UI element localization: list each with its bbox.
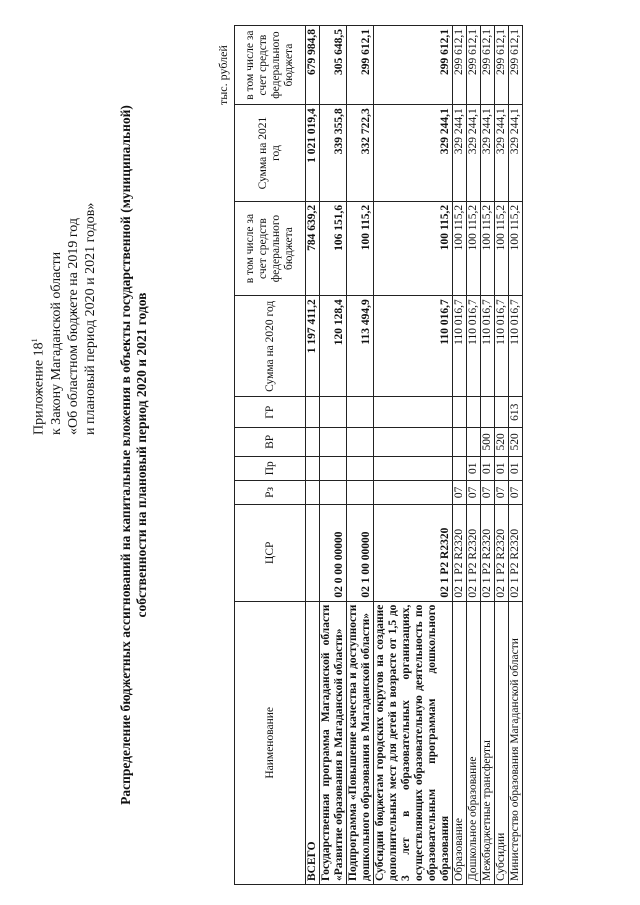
row-gr [374, 397, 453, 428]
row-pr [347, 456, 374, 480]
row-fed2020: 100 115,2 [347, 201, 374, 295]
table-row [495, 26, 509, 885]
row-sum2020: 110 016,7 [453, 296, 467, 397]
row-csr: 02 1 Р2 R2320 [495, 504, 509, 601]
row-sum2021: 329 244,1 [467, 105, 481, 202]
row-fed2021: 299 612,1 [467, 26, 481, 105]
row-rz: 07 [453, 480, 467, 504]
table-row-subsidy [374, 26, 453, 885]
row-name: Подпрограмма «Повышение качества и доступности дошкольного образования в Магаданской области» [347, 601, 374, 884]
row-sum2020: 110 016,7 [467, 296, 481, 397]
col-fed2021-header: в том числе за счет средств федерального бюджета [235, 26, 306, 105]
header-row [235, 26, 306, 885]
table-row-program [320, 26, 347, 885]
row-rz: 07 [495, 480, 509, 504]
col-name-header: Наименование [235, 601, 306, 884]
row-csr [306, 504, 320, 601]
row-sum2020: 110 016,7 [481, 296, 495, 397]
row-sum2021: 329 244,1 [509, 105, 523, 202]
row-sum2021: 339 355,8 [320, 105, 347, 202]
row-rz [306, 480, 320, 504]
col-rz-header: Рз [235, 480, 306, 504]
table-row-total [306, 26, 320, 885]
row-fed2021: 299 612,1 [347, 26, 374, 105]
row-gr [306, 397, 320, 428]
row-pr: 01 [467, 456, 481, 480]
row-sum2021: 332 722,3 [347, 105, 374, 202]
row-csr: 02 1 Р2 R2320 [467, 504, 481, 601]
row-fed2020: 100 115,2 [374, 201, 453, 295]
row-fed2021: 299 612,1 [453, 26, 467, 105]
row-sum2021: 1 021 019,4 [306, 105, 320, 202]
row-pr [453, 456, 467, 480]
row-sum2020: 110 016,7 [509, 296, 523, 397]
document-title [118, 25, 150, 885]
row-fed2021: 299 612,1 [495, 26, 509, 105]
appendix-header [26, 35, 99, 435]
row-gr [481, 397, 495, 428]
row-name: Министерство образования Магаданской области [509, 601, 523, 884]
row-sum2020: 110 016,7 [374, 296, 453, 397]
row-gr [320, 397, 347, 428]
col-fed2020-header: в том числе за счет средств федерального бюджета [235, 201, 306, 295]
row-fed2021: 299 612,1 [509, 26, 523, 105]
row-csr: 02 1 Р2 R2320 [509, 504, 523, 601]
row-sum2021: 329 244,1 [495, 105, 509, 202]
row-sum2021: 329 244,1 [374, 105, 453, 202]
appendix-line-4: и плановый период 2020 и 2021 годов» [82, 202, 98, 435]
row-vr [347, 428, 374, 457]
row-csr: 02 1 00 00000 [347, 504, 374, 601]
row-csr: 02 0 00 00000 [320, 504, 347, 601]
table-row [481, 26, 495, 885]
row-pr: 01 [509, 456, 523, 480]
row-vr: 500 [481, 428, 495, 457]
row-pr: 01 [481, 456, 495, 480]
row-fed2020: 100 115,2 [481, 201, 495, 295]
row-name: Межбюджетные трансферты [481, 601, 495, 884]
row-csr: 02 1 Р2 R2320 [453, 504, 467, 601]
row-name: Дошкольное образование [467, 601, 481, 884]
row-fed2021: 679 984,8 [306, 26, 320, 105]
row-vr: 520 [495, 428, 509, 457]
title-line-1: Распределение бюджетных ассигнований на капитальные вложения в объекты государственной (муниципальной) [118, 105, 133, 805]
row-sum2021: 329 244,1 [453, 105, 467, 202]
row-pr: 01 [495, 456, 509, 480]
row-gr [347, 397, 374, 428]
row-vr [320, 428, 347, 457]
row-sum2020: 1 197 411,2 [306, 296, 320, 397]
col-vr-header: ВР [235, 428, 306, 457]
row-rz [320, 480, 347, 504]
row-vr [374, 428, 453, 457]
row-gr [495, 397, 509, 428]
rotated-page [20, 25, 620, 885]
table-row [453, 26, 467, 885]
row-fed2021: 299 612,1 [481, 26, 495, 105]
row-pr [306, 456, 320, 480]
row-vr [306, 428, 320, 457]
row-gr [453, 397, 467, 428]
row-fed2021: 305 648,5 [320, 26, 347, 105]
row-fed2020: 106 151,6 [320, 201, 347, 295]
col-sum2021-header: Сумма на 2021 год [235, 105, 306, 202]
row-rz: 07 [481, 480, 495, 504]
appendix-line-1: Приложение $18^1$ [30, 338, 47, 435]
row-vr [467, 428, 481, 457]
row-name: Государственная программа Магаданской области «Развитие образования в Магаданской области» [320, 601, 347, 884]
row-pr [320, 456, 347, 480]
col-gr-header: ГР [235, 397, 306, 428]
row-name: Субсидии [495, 601, 509, 884]
row-sum2020: 110 016,7 [495, 296, 509, 397]
budget-table [234, 25, 523, 885]
units-label: тыс. рублей [216, 45, 230, 105]
row-gr: 613 [509, 397, 523, 428]
row-name: Образование [453, 601, 467, 884]
table-row-subprogram [347, 26, 374, 885]
appendix-line-3: «Об областном бюджете на 2019 год [65, 218, 81, 435]
row-vr: 520 [509, 428, 523, 457]
row-vr [453, 428, 467, 457]
row-csr: 02 1 Р2 R2320 [481, 504, 495, 601]
row-name: Субсидии бюджетам городских округов на создание дополнительных мест для детей в возрасте от 1,5 до 3 лет в образовательных организациях, осуществляющих образовательную деятельность по образовательным программам дошкольного образования [374, 601, 453, 884]
row-fed2020: 100 115,2 [467, 201, 481, 295]
row-sum2020: 120 128,4 [320, 296, 347, 397]
table-row [467, 26, 481, 885]
table-row [509, 26, 523, 885]
row-csr: 02 1 Р2 R2320 [374, 504, 453, 601]
row-rz: 07 [467, 480, 481, 504]
row-rz [374, 480, 453, 504]
row-fed2021: 299 612,1 [374, 26, 453, 105]
row-rz: 07 [509, 480, 523, 504]
appendix-line-2: к Закону Магаданской области [48, 251, 64, 435]
col-sum2020-header: Сумма на 2020 год [235, 296, 306, 397]
row-fed2020: 100 115,2 [495, 201, 509, 295]
col-csr-header: ЦСР [235, 504, 306, 601]
row-fed2020: 100 115,2 [453, 201, 467, 295]
row-fed2020: 100 115,2 [509, 201, 523, 295]
row-rz [347, 480, 374, 504]
title-line-2: собственности на плановый период 2020 и 2021 годов [134, 292, 149, 618]
col-pr-header: Пр [235, 456, 306, 480]
row-sum2021: 329 244,1 [481, 105, 495, 202]
row-name: ВСЕГО [306, 601, 320, 884]
row-sum2020: 113 494,9 [347, 296, 374, 397]
row-gr [467, 397, 481, 428]
row-fed2020: 784 639,2 [306, 201, 320, 295]
row-pr [374, 456, 453, 480]
